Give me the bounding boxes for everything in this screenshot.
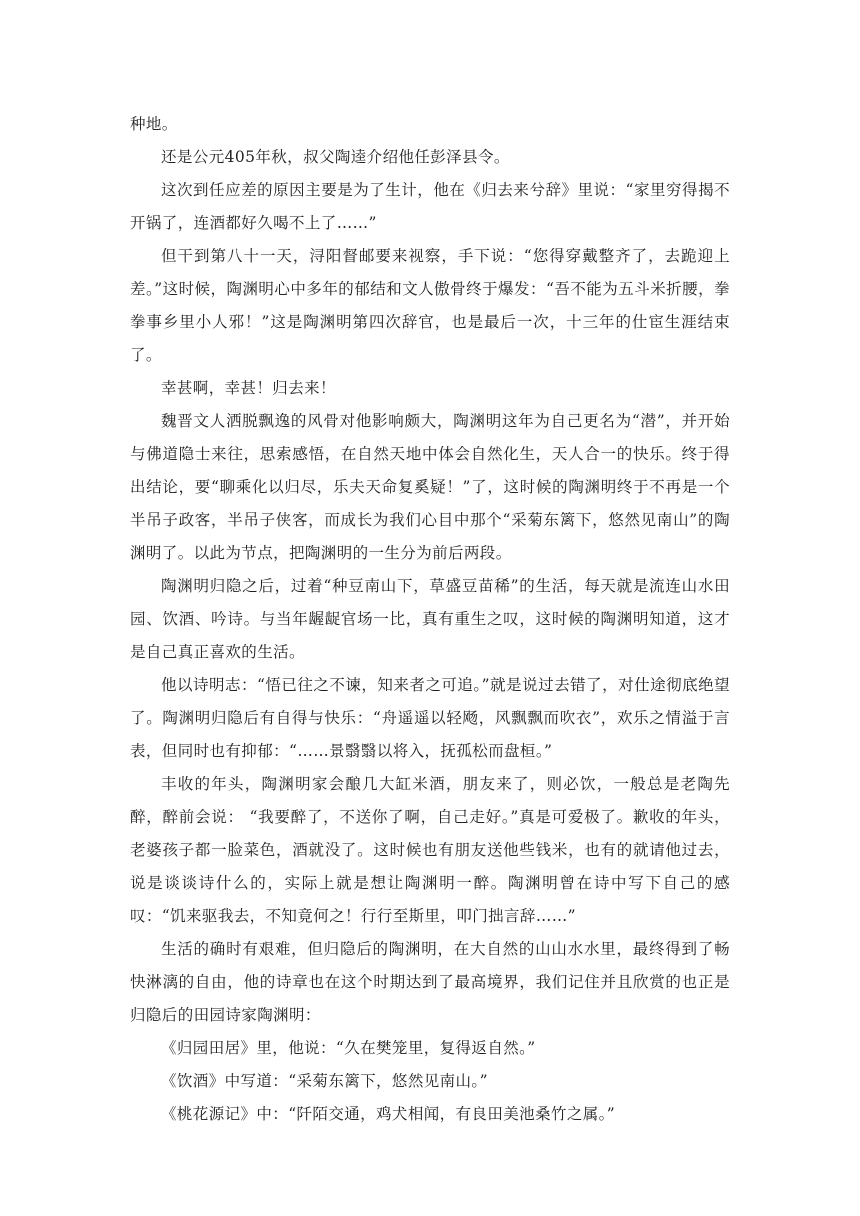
document-page xyxy=(130,108,730,1131)
quote-line-2: 《饮酒》中写道：“采菊东篱下，悠然见南山。” xyxy=(161,1072,488,1090)
paragraph-8: 他以诗明志：“悟已往之不谏，知来者之可追。”就是说过去错了，对仕途彻底绝望了。陶渊明归隐后有自得与快乐：“舟遥遥以轻飏，风飘飘而吹衣”，欢乐之情溢于言表，但同时也有抑郁：“……景翳翳以将入，抚孤松而盘桓。” xyxy=(130,676,730,760)
paragraph-2: 还是公元405年秋，叔父陶逵介绍他任彭泽县令。 xyxy=(161,148,510,166)
paragraph-10: 生活的确时有艰难，但归隐后的陶渊明，在大自然的山山水水里，最终得到了畅快淋漓的自由，他的诗章也在这个时期达到了最高境界，我们记住并且欣赏的也正是归隐后的田园诗家陶渊明： xyxy=(130,940,730,1024)
paragraph-4: 但干到第八十一天，浔阳督邮要来视察，手下说：“您得穿戴整齐了，去跪迎上差。”这时候，陶渊明心中多年的郁结和文人傲骨终于爆发：“吾不能为五斗米折腰，拳拳事乡里小人邪！”这是陶渊明第四次辞官，也是最后一次，十三年的仕宦生涯结束了。 xyxy=(130,247,730,364)
paragraph-7: 陶渊明归隐之后，过着“种豆南山下，草盛豆苗稀”的生活，每天就是流连山水田园、饮酒、吟诗。与当年龌龊官场一比，真有重生之叹，这时候的陶渊明知道，这才是自己真正喜欢的生活。 xyxy=(130,577,730,661)
quote-line-1: 《归园田居》里，他说：“久在樊笼里，复得返自然。” xyxy=(161,1039,536,1057)
paragraph-3: 这次到任应差的原因主要是为了生计，他在《归去来兮辞》里说：“家里穷得揭不开锅了，连酒都好久喝不上了……” xyxy=(130,181,730,232)
paragraph-5: 幸甚啊，幸甚！归去来！ xyxy=(161,379,336,397)
quote-line-3: 《桃花源记》中：“阡陌交通，鸡犬相闻，有良田美池桑竹之属。” xyxy=(161,1105,616,1123)
paragraph-1: 种地。 xyxy=(130,115,178,133)
paragraph-6: 魏晋文人洒脱飘逸的风骨对他影响颇大，陶渊明这年为自己更名为“潜”，并开始与佛道隐士来往，思索感悟，在自然天地中体会自然化生，天人合一的快乐。终于得出结论，要“聊乘化以归尽，乐夫天命复奚疑！”了，这时候的陶渊明终于不再是一个半吊子政客，半吊子侠客，而成长为我们心目中那个“采菊东篱下，悠然见南山”的陶渊明了。以此为节点，把陶渊明的一生分为前后两段。 xyxy=(130,412,730,562)
paragraph-9: 丰收的年头，陶渊明家会酿几大缸米酒，朋友来了，则必饮，一般总是老陶先醉，醉前会说： “我要醉了，不送你了啊，自己走好。”真是可爱极了。歉收的年头，老婆孩子都一脸菜色，酒就没了。这时候也有朋友送他些钱米，也有的就请他过去，说是谈谈诗什么的，实际上就是想让陶渊明一醉。陶渊明曾在诗中写下自己的感叹：“饥来驱我去，不知竟何之！行行至斯里，叩门拙言辞……” xyxy=(130,775,730,925)
